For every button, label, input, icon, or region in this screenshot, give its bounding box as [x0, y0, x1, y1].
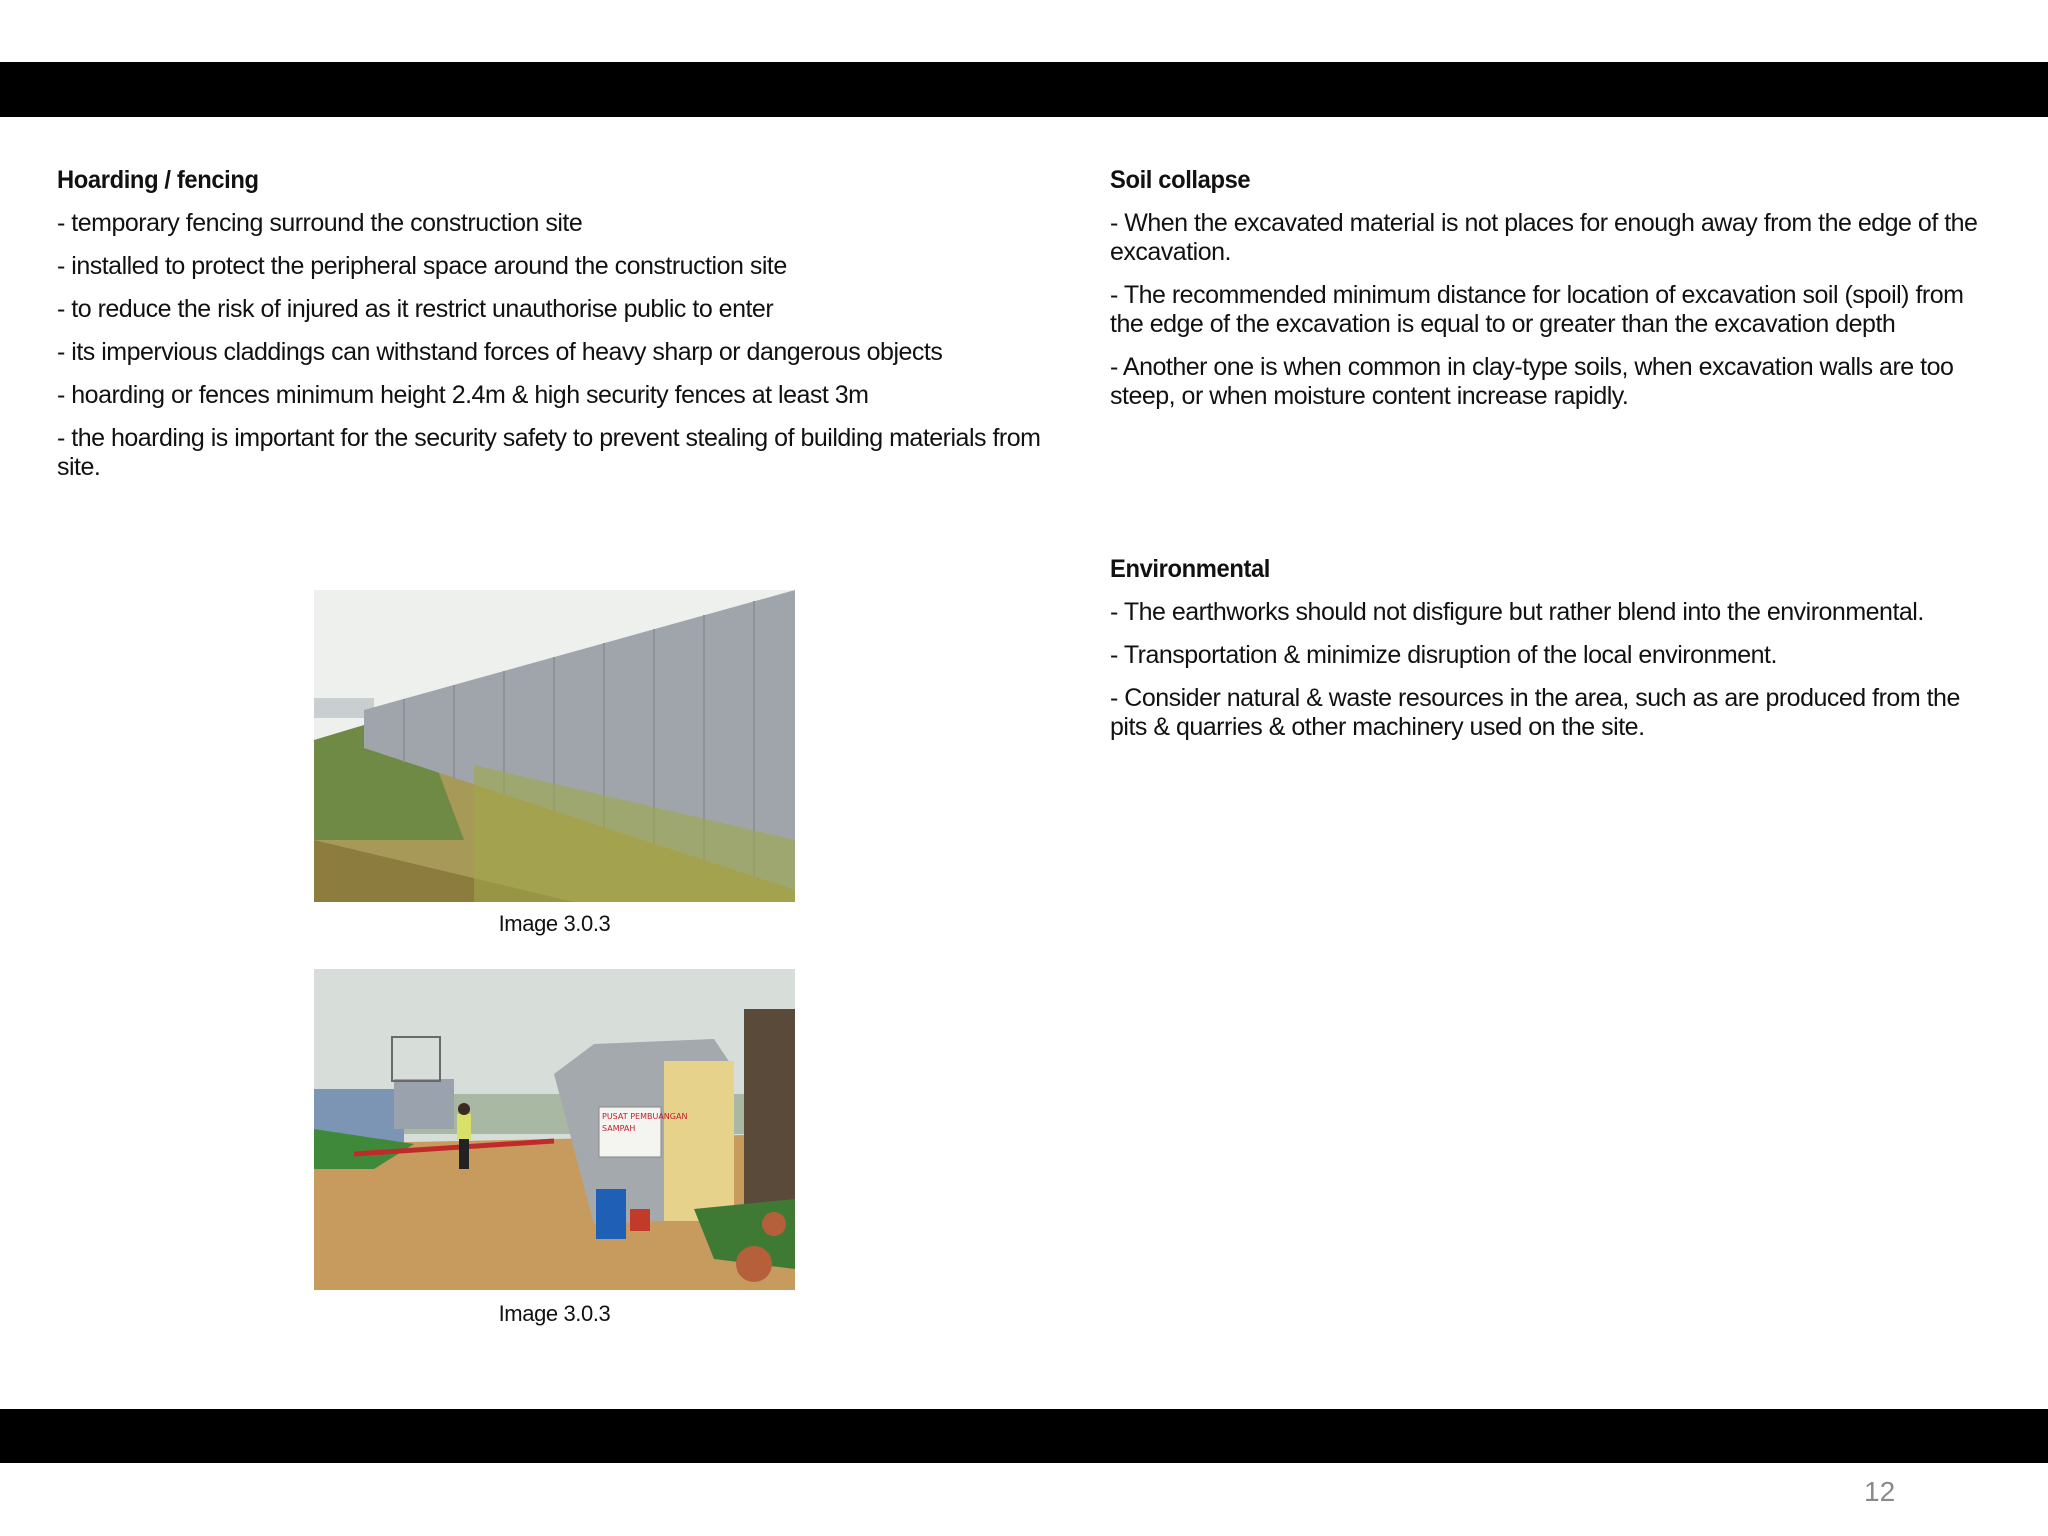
soil-collapse-bullet: - The recommended minimum distance for location of excavation soil (spoil) from the edge of the excavation is equal to or greater than the excavation depth: [1110, 281, 1964, 338]
environmental-bullet: - Consider natural & waste resources in the area, such as are produced from the pits & quarries & other machinery used on the site.: [1110, 684, 1960, 741]
hoarding-bullet: - the hoarding is important for the security safety to prevent stealing of building materials from site.: [57, 424, 1041, 481]
hoarding-bullet: - to reduce the risk of injured as it restrict unauthorise public to enter: [57, 295, 774, 323]
environmental-bullet: - The earthworks should not disfigure but rather blend into the environmental.: [1110, 598, 1924, 626]
bottom-bar: [0, 1409, 2048, 1463]
soil-collapse-bullet: - Another one is when common in clay-type soils, when excavation walls are too steep, or when moisture content increase rapidly.: [1110, 353, 1954, 410]
hoarding-bullet: - temporary fencing surround the construction site: [57, 209, 583, 237]
soil-collapse-heading: Soil collapse: [1110, 166, 1251, 194]
hoarding-bullet: - its impervious claddings can withstand forces of heavy sharp or dangerous objects: [57, 338, 943, 366]
soil-collapse-bullet: - When the excavated material is not places for enough away from the edge of the excavation.: [1110, 209, 1978, 266]
hoarding-section: [57, 166, 1047, 496]
hoarding-bullet: - hoarding or fences minimum height 2.4m & high security fences at least 3m: [57, 381, 869, 409]
environmental-heading: Environmental: [1110, 555, 1271, 583]
soil-collapse-section: [1110, 166, 1990, 425]
environmental-bullets: [1110, 598, 1990, 742]
hoarding-heading: Hoarding / fencing: [57, 166, 259, 194]
top-bar: [0, 62, 2048, 117]
page-number: 12: [1864, 1476, 1896, 1507]
environmental-bullet: - Transportation & minimize disruption of the local environment.: [1110, 641, 1777, 669]
image-caption: Image 3.0.3: [498, 1301, 611, 1326]
soil-collapse-bullets: [1110, 209, 1990, 411]
image-caption: Image 3.0.3: [498, 911, 611, 936]
sign-text: SAMPAH: [602, 1124, 636, 1133]
environmental-section: [1110, 555, 1990, 756]
hoarding-bullet: - installed to protect the peripheral space around the construction site: [57, 252, 787, 280]
guard-post-photo: [314, 969, 795, 1290]
sign-text: PUSAT PEMBUANGAN: [602, 1112, 688, 1121]
fence-photo: [314, 590, 795, 902]
hoarding-bullets: [57, 209, 1047, 482]
